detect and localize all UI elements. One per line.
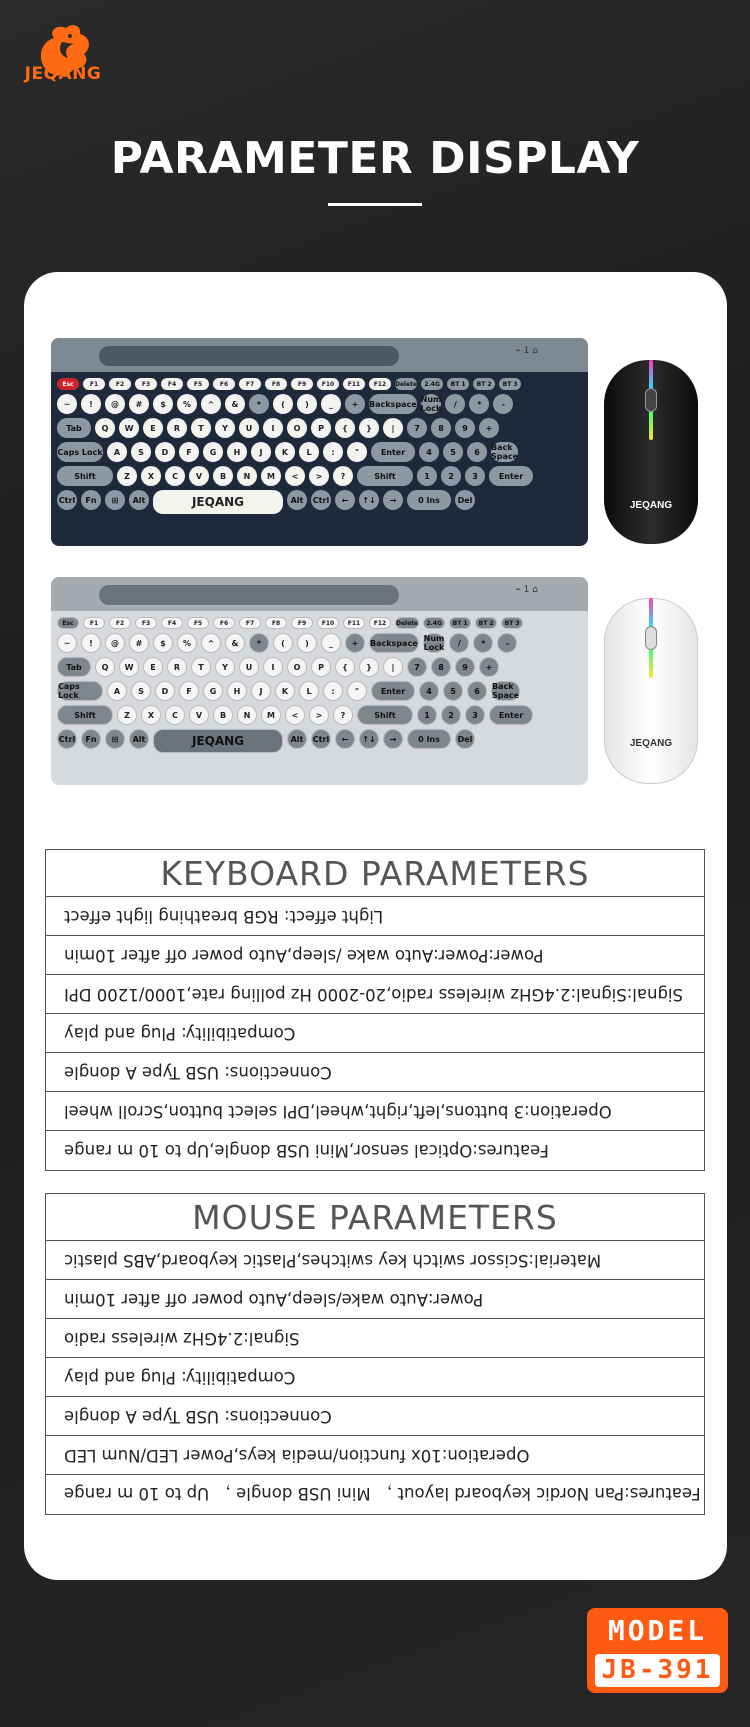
key-row <box>57 490 582 514</box>
device-slot <box>99 585 399 605</box>
keycap: 7 <box>407 657 427 677</box>
keycap: & <box>225 394 245 414</box>
keycap: F5 <box>187 617 209 629</box>
device-slot <box>99 346 399 366</box>
keycap: I <box>263 657 283 677</box>
keycap: I <box>263 418 283 438</box>
keycap: 8 <box>431 418 451 438</box>
keycap: D <box>155 442 175 462</box>
keycap: ( <box>273 633 293 653</box>
keycap: + <box>479 418 499 438</box>
keycap: # <box>129 394 149 414</box>
keycap: F3 <box>135 378 157 390</box>
keycap: F9 <box>291 617 313 629</box>
key-row <box>57 729 582 753</box>
mouse-white-image <box>604 598 698 784</box>
key-grid <box>57 617 582 779</box>
keycap: Esc <box>57 378 79 390</box>
keycap: * <box>469 394 489 414</box>
keycap: < <box>285 466 305 486</box>
keycap: → <box>383 729 403 749</box>
keycap: Alt <box>129 490 149 510</box>
keycap: Shift <box>357 466 413 486</box>
keycap: ~ <box>57 633 77 653</box>
scroll-wheel <box>645 626 657 650</box>
keycap: ! <box>81 394 101 414</box>
keycap: Delete <box>395 617 419 629</box>
keycap: 2 <box>441 466 461 486</box>
keycap: Fn <box>81 490 101 510</box>
table-row: Signal:2.4GHz wireless radio <box>46 1319 704 1358</box>
model-label: MODEL <box>607 1614 708 1647</box>
keycap: 3 <box>465 705 485 725</box>
page-title: PARAMETER DISPLAY <box>110 133 640 184</box>
keycap: R <box>167 657 187 677</box>
keycap: 1 <box>417 705 437 725</box>
keycap: Alt <box>287 729 307 749</box>
keycap: 4 <box>419 681 439 701</box>
keycap: Ctrl <box>57 490 77 510</box>
keycap: P <box>311 657 331 677</box>
key-grid <box>57 378 582 540</box>
keycap: T <box>191 657 211 677</box>
keycap: BT 1 <box>447 378 469 390</box>
keycap: ) <box>297 394 317 414</box>
keycap: F1 <box>83 378 105 390</box>
keycap: Backspace <box>369 633 419 653</box>
keycap: F3 <box>135 617 157 629</box>
keycap: V <box>189 466 209 486</box>
keycap: M <box>261 466 281 486</box>
keycap: Ctrl <box>57 729 77 749</box>
keycap: F7 <box>239 617 261 629</box>
keycap: @ <box>105 633 125 653</box>
table-row: Features:Optical sensor,Mini USB dongle,Up to 10 m range <box>64 1141 549 1160</box>
keycap: Y <box>215 418 235 438</box>
keycap: : <box>323 442 343 462</box>
keycap: Z <box>117 705 137 725</box>
mouse-parameters-title: MOUSE PARAMETERS <box>46 1194 704 1241</box>
keycap: D <box>155 681 175 701</box>
keycap: F4 <box>161 617 183 629</box>
keycap: ⊞ <box>105 490 125 510</box>
keycap: S <box>131 442 151 462</box>
keycap: + <box>479 657 499 677</box>
keycap: F4 <box>161 378 183 390</box>
keycap: BT 3 <box>501 617 523 629</box>
table-row: Power:Auto wake/sleep,Auto power off after 10min <box>46 1280 704 1319</box>
keycap: 8 <box>431 657 451 677</box>
key-row <box>57 442 582 462</box>
keycap: JEQANG <box>153 729 283 753</box>
keycap: 9 <box>455 657 475 677</box>
keycap: N <box>237 705 257 725</box>
key-row <box>57 617 582 629</box>
keycap: F7 <box>239 378 261 390</box>
keycap: R <box>167 418 187 438</box>
keycap: ^ <box>201 394 221 414</box>
keycap: Num Lock <box>420 395 442 413</box>
keycap: A <box>107 442 127 462</box>
keycap: C <box>165 705 185 725</box>
keycap: E <box>143 657 163 677</box>
keycap: ) <box>297 633 317 653</box>
key-row <box>57 418 582 438</box>
keycap: Enter <box>489 466 533 486</box>
keyboard-dark-image <box>51 338 588 546</box>
keycap: 1 <box>417 466 437 486</box>
keycap: G <box>203 442 223 462</box>
keycap: " <box>347 681 367 701</box>
keycap: 2 <box>441 705 461 725</box>
keycap: Num Lock <box>423 634 445 652</box>
keycap: L <box>299 681 319 701</box>
table-row: Compatibility: Plug and play <box>46 1358 704 1397</box>
keycap: " <box>347 442 367 462</box>
keycap: % <box>177 633 197 653</box>
indicator-leds-icon: ⌁ 1 ⌂ <box>515 585 538 595</box>
keycap: | <box>383 657 403 677</box>
keycap: C <box>165 466 185 486</box>
keycap: S <box>131 681 151 701</box>
keycap: Shift <box>57 705 113 725</box>
keycap: K <box>275 442 295 462</box>
keycap: / <box>445 394 465 414</box>
keycap: Tab <box>57 418 91 438</box>
table-row: Light effect: RGB breathing light effect <box>46 897 704 936</box>
keycap: ⊞ <box>105 729 125 749</box>
keycap: 0 Ins <box>407 729 451 749</box>
keycap: | <box>383 418 403 438</box>
mouse-brand-label: JEQANG <box>629 500 673 511</box>
keycap: BT 2 <box>473 378 495 390</box>
keycap: Q <box>95 418 115 438</box>
keycap: F8 <box>265 378 287 390</box>
keycap: Ctrl <box>311 729 331 749</box>
keycap: 3 <box>465 466 485 486</box>
keycap: F12 <box>369 617 391 629</box>
model-number: JB-391 <box>595 1654 720 1687</box>
table-row: Signal:Signal:2.4GHz wireless radio,20-2000 Hz polling rate,1000/1200 DPI <box>46 975 704 1014</box>
keycap: BT 3 <box>499 378 521 390</box>
keycap: Z <box>117 466 137 486</box>
keycap: F <box>179 442 199 462</box>
keycap: U <box>239 418 259 438</box>
table-row: Operation:3 buttons,left,right,wheel,DPI select button,Scroll wheel <box>46 1092 704 1131</box>
keycap: * <box>249 633 269 653</box>
keycap: ← <box>335 490 355 510</box>
table-row: Power:Power:Auto wake /sleep,Auto power off after 10min <box>46 936 704 975</box>
keycap: ↑↓ <box>359 490 379 510</box>
keycap: F6 <box>213 617 235 629</box>
keycap: F1 <box>83 617 105 629</box>
keycap: 2.4G <box>421 378 443 390</box>
keycap: F10 <box>317 378 339 390</box>
keycap: P <box>311 418 331 438</box>
keycap: > <box>309 466 329 486</box>
keycap: % <box>177 394 197 414</box>
scroll-wheel <box>645 388 657 412</box>
keycap: ← <box>335 729 355 749</box>
keycap: * <box>473 633 493 653</box>
keycap: # <box>129 633 149 653</box>
keycap: Tab <box>57 657 91 677</box>
keycap: & <box>225 633 245 653</box>
keycap: B <box>213 705 233 725</box>
keycap: Del <box>455 490 475 510</box>
key-row <box>57 633 582 653</box>
keycap: N <box>237 466 257 486</box>
key-row <box>57 657 582 677</box>
keycap: G <box>203 681 223 701</box>
keycap: F11 <box>343 378 365 390</box>
keycap: E <box>143 418 163 438</box>
keyboard-parameters-title: KEYBOARD PARAMETERS <box>46 850 704 897</box>
keycap: 9 <box>455 418 475 438</box>
keycap: $ <box>153 633 173 653</box>
key-row <box>57 705 582 725</box>
table-row: Connections: USB Type A dongle <box>46 1053 704 1092</box>
keycap: U <box>239 657 259 677</box>
keycap: H <box>227 442 247 462</box>
keycap: Delete <box>395 378 417 390</box>
keycap: Caps Lock <box>57 442 103 462</box>
brand-logo-text: JEQANG <box>24 64 102 84</box>
indicator-leds-icon: ⌁ 1 ⌂ <box>515 346 538 356</box>
title-divider <box>328 203 422 206</box>
keycap: O <box>287 657 307 677</box>
keyboard-parameters-table <box>45 849 705 1171</box>
keycap: → <box>383 490 403 510</box>
keycap: $ <box>153 394 173 414</box>
keycap: Back Space <box>491 443 519 461</box>
keycap: / <box>449 633 469 653</box>
keycap: W <box>119 657 139 677</box>
keycap: F6 <box>213 378 235 390</box>
keycap: Shift <box>57 466 113 486</box>
keycap: H <box>227 681 247 701</box>
key-row <box>57 378 582 390</box>
keycap: J <box>251 442 271 462</box>
keycap: 0 Ins <box>407 490 451 510</box>
keycap: Backspace <box>369 394 417 414</box>
keycap: ^ <box>201 633 221 653</box>
table-row: Connections: USB Type A dongle <box>46 1397 704 1436</box>
keycap: ! <box>81 633 101 653</box>
keycap: BT 2 <box>475 617 497 629</box>
keycap: F <box>179 681 199 701</box>
keycap: Y <box>215 657 235 677</box>
keycap: F8 <box>265 617 287 629</box>
keycap: F12 <box>369 378 391 390</box>
keycap: Enter <box>371 681 415 701</box>
keycap: M <box>261 705 281 725</box>
keycap: BT 1 <box>449 617 471 629</box>
mouse-brand-label: JEQANG <box>629 738 673 749</box>
keycap: { <box>335 418 355 438</box>
keycap: - <box>497 633 517 653</box>
keycap: Enter <box>371 442 415 462</box>
keycap: + <box>345 633 365 653</box>
keycap: JEQANG <box>153 490 283 514</box>
keycap: _ <box>321 633 341 653</box>
keycap: Shift <box>357 705 413 725</box>
keycap: K <box>275 681 295 701</box>
keycap: } <box>359 657 379 677</box>
keycap: L <box>299 442 319 462</box>
keycap: V <box>189 705 209 725</box>
keycap: F5 <box>187 378 209 390</box>
keycap: 6 <box>467 681 487 701</box>
keycap: ? <box>333 705 353 725</box>
keycap: F2 <box>109 617 131 629</box>
keycap: Esc <box>57 617 79 629</box>
keycap: > <box>309 705 329 725</box>
keycap: * <box>249 394 269 414</box>
keycap: O <box>287 418 307 438</box>
keycap: X <box>141 466 161 486</box>
key-row <box>57 394 582 414</box>
keycap: } <box>359 418 379 438</box>
keycap: Caps Lock <box>57 681 103 701</box>
keycap: ? <box>333 466 353 486</box>
phone-stand <box>51 338 588 372</box>
table-row: Features:Pan Nordic keyboard layout ， Mini USB dongle ， Up to 10 m range <box>64 1483 701 1503</box>
keycap: F11 <box>343 617 365 629</box>
keycap: X <box>141 705 161 725</box>
keycap: W <box>119 418 139 438</box>
keycap: 7 <box>407 418 427 438</box>
keycap: B <box>213 466 233 486</box>
keycap: Q <box>95 657 115 677</box>
keycap: < <box>285 705 305 725</box>
keycap: Alt <box>287 490 307 510</box>
keycap: F2 <box>109 378 131 390</box>
keycap: 4 <box>419 442 439 462</box>
mouse-black-image <box>604 360 698 544</box>
phone-stand <box>51 577 588 611</box>
keycap: : <box>323 681 343 701</box>
mouse-parameters-table <box>45 1193 705 1515</box>
keycap: ↑↓ <box>359 729 379 749</box>
keycap: 6 <box>467 442 487 462</box>
keycap: A <box>107 681 127 701</box>
model-badge <box>587 1608 728 1693</box>
keycap: Enter <box>489 705 533 725</box>
keycap: @ <box>105 394 125 414</box>
keycap: + <box>345 394 365 414</box>
keycap: - <box>493 394 513 414</box>
keycap: Del <box>455 729 475 749</box>
keycap: Ctrl <box>311 490 331 510</box>
keycap: F9 <box>291 378 313 390</box>
keycap: 5 <box>443 681 463 701</box>
keycap: Alt <box>129 729 149 749</box>
keycap: ~ <box>57 394 77 414</box>
key-row <box>57 466 582 486</box>
table-row: Operation:10x function/media keys,Power LED/Num LED <box>46 1436 704 1475</box>
key-row <box>57 681 582 701</box>
keycap: T <box>191 418 211 438</box>
keycap: F10 <box>317 617 339 629</box>
keycap: Fn <box>81 729 101 749</box>
keycap: { <box>335 657 355 677</box>
keycap: Back Space <box>492 682 520 700</box>
table-row: Compatibility: Plug and play <box>46 1014 704 1053</box>
keycap: ( <box>273 394 293 414</box>
keycap: J <box>251 681 271 701</box>
table-row: Material:Scissor switch key switches,Plastic keyboard,ABS plastic <box>46 1241 704 1280</box>
keycap: _ <box>321 394 341 414</box>
keycap: 5 <box>443 442 463 462</box>
keycap: 2.4G <box>423 617 445 629</box>
keyboard-white-image <box>51 577 588 785</box>
